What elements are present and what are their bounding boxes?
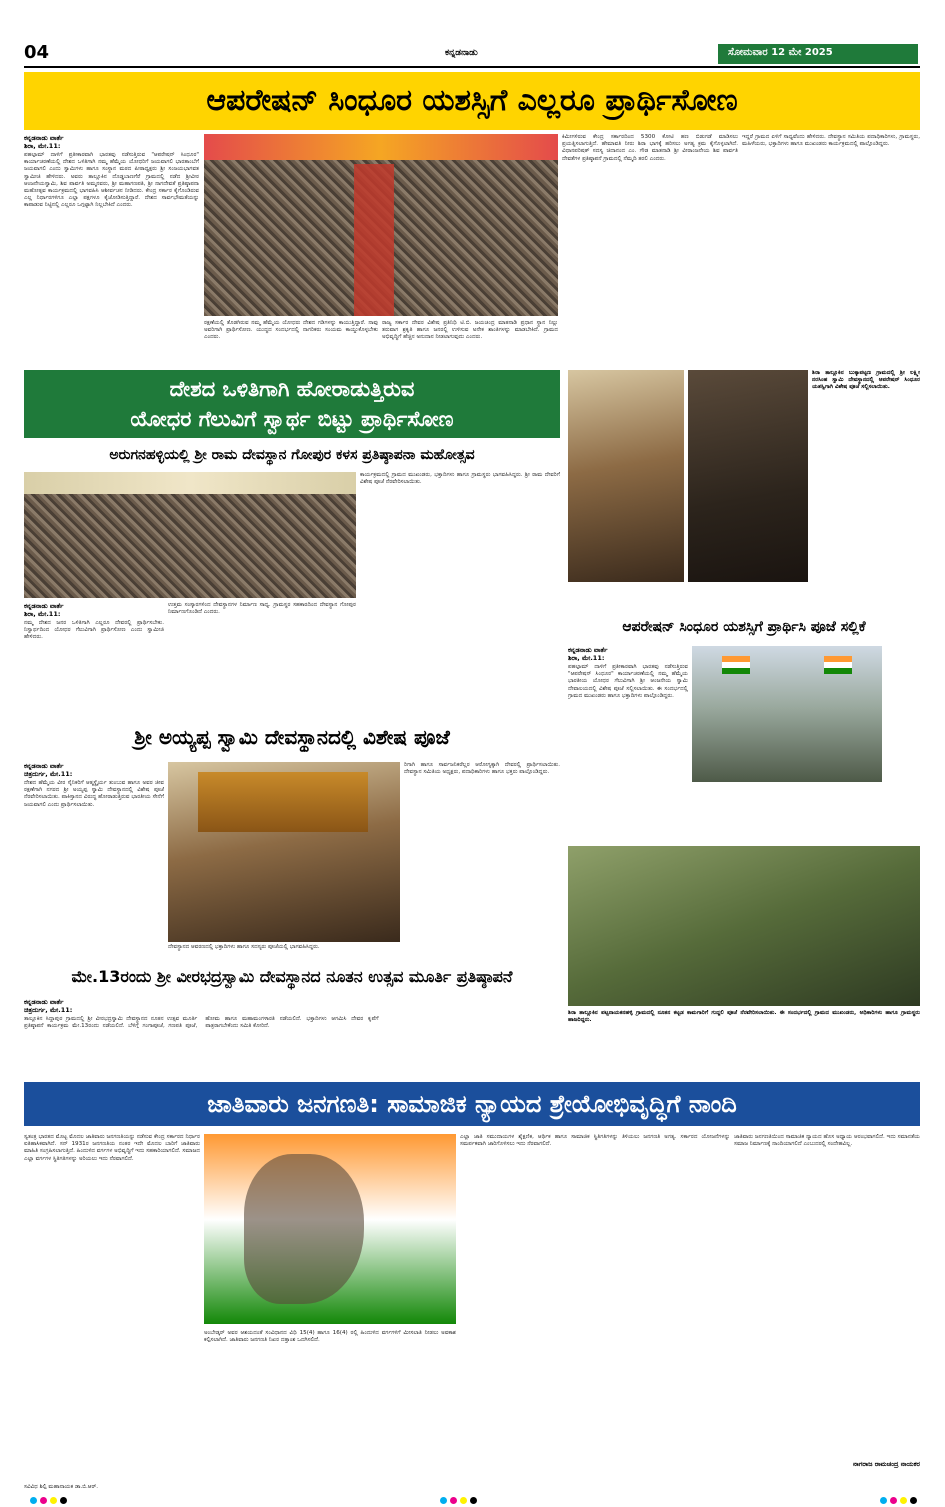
story4-photo-caption: ದೇವಸ್ಥಾನದ ಆವರಣದಲ್ಲಿ ಭಕ್ತಾದಿಗಳು ಹಾಗೂ ಸದಸ್ಯರು ಪೂಜೆಯಲ್ಲಿ ಭಾಗವಹಿಸಿದ್ದರು.: [168, 944, 320, 950]
photo-banner-strip: [24, 472, 356, 494]
story1-photo: [204, 134, 558, 316]
story4-photo: [168, 762, 400, 942]
story3-text: ಪಹಲ್ಗಾಮ್ ದಾಳಿಗೆ ಪ್ರತೀಕಾರವಾಗಿ ಭಾರತವು ನಡೆಸುತ್ತಿರುವ "ಆಪರೇಷನ್ ಸಿಂಧೂರ" ಕಾರ್ಯಾಚರಣೆಯಲ್ಲಿ ನಮ್ಮ ಹೆಮ್ಮೆಯ ಭಾರತೀಯ ಯೋಧರ ಗೆಲುವಿಗಾಗಿ ಶ್ರೀ ಆಂಜನೇಯ ಸ್ವಾಮಿ ದೇವಾಲಯದಲ್ಲಿ ವಿಶೇಷ ಪೂಜೆ ಸಲ್ಲಿಸಲಾಯಿತು. ಈ ಸಂದರ್ಭದಲ್ಲಿ ಗ್ರಾಮದ ಮುಖಂಡರು ಹಾಗೂ ಭಕ್ತಾದಿಗಳು ಪಾಲ್ಗೊಂಡಿದ್ದರು.: [568, 664, 688, 699]
story7-india-map-graphic: [204, 1134, 456, 1324]
story5-byline: ಕನ್ನಡನಾಡು ವಾರ್ತೆ: [24, 998, 64, 1006]
registration-dot-cyan: [440, 1497, 447, 1504]
story2-col2: ಉತ್ತಮ ಸಂಸ್ಕಾರಗಳಿಂದ ದೇವಸ್ಥಾನಗಳ ನಿರ್ಮಾಣ ಸಾಧ್ಯ. ಗ್ರಾಮಸ್ಥರ ಸಹಕಾರದಿಂದ ದೇವಸ್ಥಾನ ಗೋಪುರ ನಿರ್ಮಾಣಗೊಂಡಿದೆ ಎಂದರು.: [168, 602, 356, 616]
registration-dot-magenta: [890, 1497, 897, 1504]
registration-dot-black: [60, 1497, 67, 1504]
story7-col4: ಜಾತಿವಾರು ಜನಗಣತಿಯಿಂದ ಸಾಮಾಜಿಕ ನ್ಯಾಯದ ಹೊಸ ಅಧ್ಯಾಯ ಆರಂಭವಾಗಲಿದೆ. ಇದು ಸಮಾನತೆಯ ಸಮಾಜ ನಿರ್ಮಾಣಕ್ಕೆ ನಾಂದಿಯಾಗಲಿದೆ ಎಂಬುದರಲ್ಲಿ ಸಂದೇಹವಿಲ್ಲ.: [734, 1134, 920, 1148]
story3-photo-right: [688, 370, 808, 582]
story3-photo-group: [692, 646, 882, 782]
story7-col2: ಅಂಬೇಡ್ಕರ್ ಅವರ ಆಶಯದಂತೆ ಸಂವಿಧಾನದ ವಿಧಿ 15(4) ಹಾಗೂ 16(4) ರಲ್ಲಿ ಹಿಂದುಳಿದ ವರ್ಗಗಳಿಗೆ ಮೀಸಲಾತಿ ನೀಡಲು ಅವಕಾಶ ಕಲ್ಪಿಸಲಾಗಿದೆ. ಜಾತಿವಾರು ಜನಗಣತಿ ನಿಖರ ದತ್ತಾಂಶ ಒದಗಿಸಲಿದೆ.: [204, 1330, 456, 1344]
story1-col5: ಇದ್ದರೆ ಗ್ರಾಮದ ಏಳಿಗೆ ಸಾಧ್ಯವೆಂದು ಹೇಳಿದರು. ದೇವಸ್ಥಾನ ಸಮಿತಿಯ ಪದಾಧಿಕಾರಿಗಳು, ಗ್ರಾಮಸ್ಥರು, ಮಹಿಳೆಯರು, ಭಕ್ತಾದಿಗಳು ಹಾಗೂ ಮುಖಂಡರು ಕಾರ್ಯಕ್ರಮದಲ್ಲಿ ಪಾಲ್ಗೊಂಡಿದ್ದರು.: [742, 134, 920, 148]
registration-dot-black: [470, 1497, 477, 1504]
story2-subhead: ಅರುಗನಹಳ್ಳಿಯಲ್ಲಿ ಶ್ರೀ ರಾಮ ದೇವಸ್ಥಾನ ಗೋಪುರ ಕಳಸ ಪ್ರತಿಷ್ಠಾಪನಾ ಮಹೋತ್ಸವ: [109, 447, 475, 463]
story2-headline: [24, 370, 560, 438]
issue-date: ಸೋಮವಾರ 12 ಮೇ 2025: [728, 47, 833, 58]
story3-byline: ಕನ್ನಡನಾಡು ವಾರ್ತೆ: [568, 646, 608, 654]
story3-photo-caption: ಶಿರಾ ತಾಲ್ಲೂಕಿನ ಬುಕ್ಕಾಪಟ್ಟಣ ಗ್ರಾಮದಲ್ಲಿ ಶ್ರೀ ಲಕ್ಷ್ಮೀ ನರಸಿಂಹ ಸ್ವಾಮಿ ದೇವಸ್ಥಾನದಲ್ಲಿ ಆಪರೇಷನ್ ಸಿಂಧೂರ ಯಶಸ್ವಿಗಾಗಿ ವಿಶೇಷ ಪೂಜೆ ಸಲ್ಲಿಸಲಾಯಿತು.: [812, 370, 920, 391]
story2-col1: ನಮ್ಮ ದೇಶದ ಜನರ ಒಳಿತಿಗಾಗಿ ಎಲ್ಲರೂ ದೇವರಲ್ಲಿ ಪ್ರಾರ್ಥಿಸಬೇಕು. ನಿಸ್ವಾರ್ಥದಿಂದ ಯೋಧರ ಗೆಲುವಿಗಾಗಿ ಪ್ರಾರ್ಥಿಸೋಣ ಎಂದು ಸ್ವಾಮೀಜಿ ಹೇಳಿದರು.: [24, 620, 164, 641]
story1-dateline: ಶಿರಾ, ಮೇ.11:: [24, 142, 61, 150]
story2-dateline: ಶಿರಾ, ಮೇ.11:: [24, 610, 61, 618]
story1-headline: ಆಪರೇಷನ್ ಸಿಂಧೂರ ಯಶಸ್ಸಿಗೆ ಎಲ್ಲರೂ ಪ್ರಾರ್ಥಿಸೋಣ: [24, 72, 920, 130]
story7-author: ನಾಗರಾಜ ರಾಮಚಂದ್ರ ನಾಯಕರ: [852, 1460, 920, 1468]
story2-headline-line1: ದೇಶದ ಒಳಿತಿಗಾಗಿ ಹೋರಾಡುತ್ತಿರುವ: [169, 377, 415, 401]
registration-dot-black: [910, 1497, 917, 1504]
registration-dot-cyan: [30, 1497, 37, 1504]
registration-dot-yellow: [460, 1497, 467, 1504]
story7-signature: ಸವಿವಿಧ ಶಿಲ್ಪಿ ಮಹಾನಾಯಕ ಡಾ.ಬಿ.ಆರ್.: [24, 1484, 99, 1490]
story5-headline: ಮೇ.13ರಂದು ಶ್ರೀ ವೀರಭದ್ರಸ್ವಾಮಿ ದೇವಸ್ಥಾನದ ನೂತನ ಉತ್ಸವ ಮೂರ್ತಿ ಪ್ರತಿಷ್ಠಾಪನೆ: [71, 967, 513, 986]
registration-dot-yellow: [900, 1497, 907, 1504]
story3-headline: ಆಪರೇಷನ್ ಸಿಂಧೂರ ಯಶಸ್ಸಿಗೆ ಪ್ರಾರ್ಥಿಸಿ ಪೂಜೆ ಸಲ್ಲಿಕೆ: [622, 619, 866, 635]
story2-byline: ಕನ್ನಡನಾಡು ವಾರ್ತೆ: [24, 602, 64, 610]
story1-col2: ರಕ್ಷಣೆಯಲ್ಲಿ ತೊಡಗಿರುವ ನಮ್ಮ ಹೆಮ್ಮೆಯ ಯೋಧರು ದೇಶದ ಗಡಿಗಳನ್ನು ಕಾಯುತ್ತಿದ್ದಾರೆ. ನಾವು ಅವರಿಗಾಗಿ ಪ್ರಾರ್ಥಿಸೋಣ. ಯುದ್ಧದ ಸಂದರ್ಭದಲ್ಲಿ ನಾಗರಿಕರು ಸಂಯಮ ಕಾಯ್ದುಕೊಳ್ಳಬೇಕು ಎಂದರು.: [204, 320, 378, 341]
story7-headline: ಜಾತಿವಾರು ಜನಗಣತಿ: ಸಾಮಾಜಿಕ ನ್ಯಾಯದ ಶ್ರೇಯೋಭಿವೃದ್ಧಿಗೆ ನಾಂದಿ: [24, 1082, 920, 1126]
story5-dateline: ಚಿತ್ರದುರ್ಗ, ಮೇ.11:: [24, 1006, 73, 1014]
story5-text: ತಾಲ್ಲೂಕಿನ ಸಿದ್ದಾಪುರ ಗ್ರಾಮದಲ್ಲಿ ಶ್ರೀ ವೀರಭದ್ರಸ್ವಾಮಿ ದೇವಸ್ಥಾನದ ನೂತನ ಉತ್ಸವ ಮೂರ್ತಿ ಪ್ರತಿಷ್ಠಾಪನೆ ಕಾರ್ಯಕ್ರಮ ಮೇ.13ರಂದು ನಡೆಯಲಿದೆ. ಬೆಳಿಗ್ಗೆ ಗಂಗಾಪೂಜೆ, ಗಣಪತಿ ಪೂಜೆ, ಹೋಮ ಹಾಗೂ ಮಹಾಮಂಗಳಾರತಿ ನಡೆಯಲಿದೆ. ಭಕ್ತಾದಿಗಳು ಆಗಮಿಸಿ ದೇವರ ಕೃಪೆಗೆ ಪಾತ್ರರಾಗಬೇಕೆಂದು ಸಮಿತಿ ಕೋರಿದೆ.: [24, 1016, 379, 1030]
story4-col1: ದೇಶದ ಹೆಮ್ಮೆಯ ವೀರ ಸೈನಿಕರಿಗೆ ಆತ್ಮಸ್ಥೈರ್ಯ ತುಂಬುವ ಹಾಗೂ ಅವರ ಜೀವ ರಕ್ಷಣೆಗಾಗಿ ನಗರದ ಶ್ರೀ ಅಯ್ಯಪ್ಪ ಸ್ವಾಮಿ ದೇವಸ್ಥಾನದಲ್ಲಿ ವಿಶೇಷ ಪೂಜೆ ನೆರವೇರಿಸಲಾಯಿತು. ಪಾಕಿಸ್ತಾನದ ವಿರುದ್ಧ ಹೋರಾಡುತ್ತಿರುವ ಭಾರತೀಯ ಸೇನೆಗೆ ಜಯವಾಗಲಿ ಎಂದು ಪ್ರಾರ್ಥಿಸಲಾಯಿತು.: [24, 780, 164, 808]
story4-col3: ರಿಗಾಗಿ ಹಾಗೂ ಸಾರ್ವಜನಿಕರೆಲ್ಲರ ಆರೋಗ್ಯಕ್ಕಾಗಿ ದೇವರಲ್ಲಿ ಪ್ರಾರ್ಥಿಸಲಾಯಿತು. ದೇವಸ್ಥಾನ ಸಮಿತಿಯ ಅಧ್ಯಕ್ಷರು, ಪದಾಧಿಕಾರಿಗಳು ಹಾಗೂ ಭಕ್ತರು ಪಾಲ್ಗೊಂಡಿದ್ದರು.: [404, 762, 560, 776]
story2-col3: ಕಾರ್ಯಕ್ರಮದಲ್ಲಿ ಗ್ರಾಮದ ಮುಖಂಡರು, ಭಕ್ತಾದಿಗಳು ಹಾಗೂ ಗ್ರಾಮಸ್ಥರು ಭಾಗವಹಿಸಿದ್ದರು. ಶ್ರೀ ರಾಮ ದೇವರಿಗೆ ವಿಶೇಷ ಪೂಜೆ ನೆರವೇರಿಸಲಾಯಿತು.: [360, 472, 560, 486]
date-banner: [718, 44, 918, 64]
story2-photo: [24, 472, 356, 598]
paper-name: ಕನ್ನಡನಾಡು: [445, 48, 478, 58]
story1-col1: ಪಹಲ್ಗಾಮ್ ದಾಳಿಗೆ ಪ್ರತೀಕಾರವಾಗಿ ಭಾರತವು ನಡೆಸುತ್ತಿರುವ "ಆಪರೇಷನ್ ಸಿಂಧೂರ" ಕಾರ್ಯಾಚರಣೆಯಲ್ಲಿ ದೇಶದ ಒಳಿತಿಗಾಗಿ ನಮ್ಮ ಹೆಮ್ಮೆಯ ಯೋಧರಿಗೆ ಜಯವಾಗಲಿ ಭಾರತಾಂಬೆಗೆ ಜಯವಾಗಲಿ ಎಂದು ಸ್ವಾಮಿಗಳು ಹಾಗೂ ಸಂಸ್ಥಾನ ಮಠದ ಪೀಠಾಧ್ಯಕ್ಷರು ಶ್ರೀ ಸಂಜಯಭಾಗವತ ಸ್ವಾಮೀಜಿ ಹೇಳಿದರು. ಅವರು ತಾಲ್ಲೂಕಿನ ದೊಡ್ಡಬಾಣಗೆರೆ ಗ್ರಾಮದಲ್ಲಿ ನಡೆದ ಶ್ರೀವೀರ ಆಂಜನೇಯಸ್ವಾಮಿ, ಶಿವ ಪಾರ್ವತಿ ಅಮ್ಮನವರು, ಶ್ರೀ ಮಹಾಗಣಪತಿ, ಶ್ರೀ ನಾಗದೇವತೆ ಪ್ರತಿಷ್ಠಾಪನಾ ಮಹೋತ್ಸವ ಕಾರ್ಯಕ್ರಮದಲ್ಲಿ ಭಾಗವಹಿಸಿ ಆಶೀರ್ವಚನ ನೀಡಿದರು. ಕೇಂದ್ರ ಸರ್ಕಾರ ಕೈಗೊಂಡಿರುವ ಎಲ್ಲ ನಿರ್ಧಾರಗಳಿಗೂ ಎಲ್ಲಾ ಪಕ್ಷಗಳೂ ಕೈಜೋಡಿಸುತ್ತಿದ್ದಾರೆ. ದೇಶದ ಸಾರ್ವಭೌಮತೆಯನ್ನು ಕಾಪಾಡುವ ನಿಟ್ಟಿನಲ್ಲಿ ಎಲ್ಲರೂ ಒಗ್ಗಟ್ಟಾಗಿ ನಿಲ್ಲಬೇಕಿದೆ ಎಂದರು.: [24, 152, 199, 209]
story4-dateline: ಚಿತ್ರದುರ್ಗ, ಮೇ.11:: [24, 770, 73, 778]
story3-dateline: ಶಿರಾ, ಮೇ.11:: [568, 654, 605, 662]
story7-col3: ಎಲ್ಲಾ ಜಾತಿ ಸಮುದಾಯಗಳ ಶೈಕ್ಷಣಿಕ, ಆರ್ಥಿಕ ಹಾಗೂ ಸಾಮಾಜಿಕ ಸ್ಥಿತಿಗತಿಗಳನ್ನು ತಿಳಿಯಲು ಜನಗಣತಿ ಅಗತ್ಯ. ಸರ್ಕಾರದ ಯೋಜನೆಗಳನ್ನು ಸಮರ್ಪಕವಾಗಿ ಜಾರಿಗೊಳಿಸಲು ಇದು ನೆರವಾಗಲಿದೆ.: [460, 1134, 730, 1148]
registration-dot-magenta: [40, 1497, 47, 1504]
masthead: [0, 0, 945, 68]
story4-headline: ಶ್ರೀ ಅಯ್ಯಪ್ಪ ಸ್ವಾಮಿ ದೇವಸ್ಥಾನದಲ್ಲಿ ವಿಶೇಷ ಪೂಜೆ: [134, 725, 450, 749]
story6-photo: [568, 846, 920, 1006]
page-number: 04: [24, 42, 50, 63]
masthead-rule: [24, 66, 920, 68]
india-map-shape: [244, 1154, 364, 1304]
flag-left: [722, 656, 750, 674]
story2-headline-line2: ಯೋಧರ ಗೆಲುವಿಗೆ ಸ್ವಾರ್ಥ ಬಿಟ್ಟು ಪ್ರಾರ್ಥಿಸೋಣ: [130, 407, 454, 431]
footer-registration-marks: [0, 1494, 945, 1507]
story7-col1: ಸ್ವತಂತ್ರ ಭಾರತದ ಮೊಟ್ಟ ಮೊದಲ ಜಾತಿವಾರು ಜನಗಣತಿಯನ್ನು ನಡೆಸುವ ಕೇಂದ್ರ ಸರ್ಕಾರದ ನಿರ್ಧಾರ ಐತಿಹಾಸಿಕವಾಗಿದೆ. ಸನ್ 1931ರ ಜನಗಣತಿಯ ನಂತರ ಇದೇ ಮೊದಲ ಬಾರಿಗೆ ಜಾತಿವಾರು ಮಾಹಿತಿ ಸಂಗ್ರಹಿಸಲಾಗುತ್ತಿದೆ. ಹಿಂದುಳಿದ ವರ್ಗಗಳ ಅಭಿವೃದ್ಧಿಗೆ ಇದು ಸಹಕಾರಿಯಾಗಲಿದೆ. ಸಮಾಜದ ಎಲ್ಲಾ ವರ್ಗಗಳ ಸ್ಥಿತಿಗತಿಗಳನ್ನು ಅರಿಯಲು ಇದು ನೆರವಾಗಲಿದೆ.: [24, 1134, 200, 1162]
flag-right: [824, 656, 852, 674]
registration-dot-yellow: [50, 1497, 57, 1504]
story4-byline: ಕನ್ನಡನಾಡು ವಾರ್ತೆ: [24, 762, 64, 770]
registration-dot-magenta: [450, 1497, 457, 1504]
temple-roof: [198, 772, 368, 832]
story1-col3: ರಾಜ್ಯ ಸರ್ಕಾರ ದೇವರ ವಿಶೇಷ ಪ್ರತಿನಿಧಿ ಟಿ.ಬಿ. ಜಯಚಂದ್ರ ಮಾತನಾಡಿ ಪ್ರಧಾನ ಸ್ಥಾನ ನಿಲ್ಲು ತರುವಾಗ ಶ್ರಕೃತಿ ಹಾಗೂ ಜನರಲ್ಲಿ ಉಳಿಸುವ ಅನೇಕ ಶಾಂತಿಗಳನ್ನು ಮಾಡಬೇಕಿದೆ. ಗ್ರಾಮದ ಅಭಿವೃದ್ಧಿಗೆ ಹೆಚ್ಚಿನ ಅನುದಾನ ನೀಡಲಾಗುವುದು ಎಂದರು.: [382, 320, 558, 341]
photo-banner-strip: [204, 134, 558, 160]
registration-dot-cyan: [880, 1497, 887, 1504]
photo-figure-center: [354, 164, 394, 316]
story3-photo-left: [568, 370, 684, 582]
story1-byline: ಕನ್ನಡನಾಡು ವಾರ್ತೆ: [24, 134, 64, 142]
story6-photo-caption: ಶಿರಾ ತಾಲ್ಲೂಕಿನ ಪಟ್ಟನಾಯಕನಹಳ್ಳಿ ಗ್ರಾಮದಲ್ಲಿ ನೂತನ ಕಟ್ಟಡ ಕಾಮಗಾರಿಗೆ ಗುದ್ದಲಿ ಪೂಜೆ ನೆರವೇರಿಸಲಾಯಿತು. ಈ ಸಂದರ್ಭದಲ್ಲಿ ಗ್ರಾಮದ ಮುಖಂಡರು, ಅಧಿಕಾರಿಗಳು ಹಾಗೂ ಗ್ರಾಮಸ್ಥರು ಹಾಜರಿದ್ದರು.: [568, 1010, 920, 1024]
story1-col4: ಕಿಮೀಗಳಿರುವ ಕೇಂದ್ರ ಸರ್ಕಾರದಿಂದ 5300 ಕೋಟಿ ಹಣ ಬಿಡುಗಡೆ ಮಾಡಿಸಲು ಪ್ರಯತ್ನಿಸಲಾಗುತ್ತಿದೆ. ಹೇಮಾವತಿ ನೀರು ಶಿರಾ ಭಾಗಕ್ಕೆ ಹರಿಸಲು ಅಗತ್ಯ ಕ್ರಮ ಕೈಗೊಳ್ಳಲಾಗಿದೆ. ವಿಧಾನಪರಿಷತ್ ಸದಸ್ಯ ಚಿದಾನಂದ ಎಂ. ಗೌಡ ಮಾತನಾಡಿ ಶ್ರೀ ವೀರಾಂಜನೇಯ ಶಿವ ಪಾರ್ವತಿ ದೇವತೆಗಳ ಪ್ರತಿಷ್ಠಾಪನೆ ಗ್ರಾಮದಲ್ಲಿ ನೆಮ್ಮದಿ ತರಲಿ ಎಂದರು.: [562, 134, 738, 162]
